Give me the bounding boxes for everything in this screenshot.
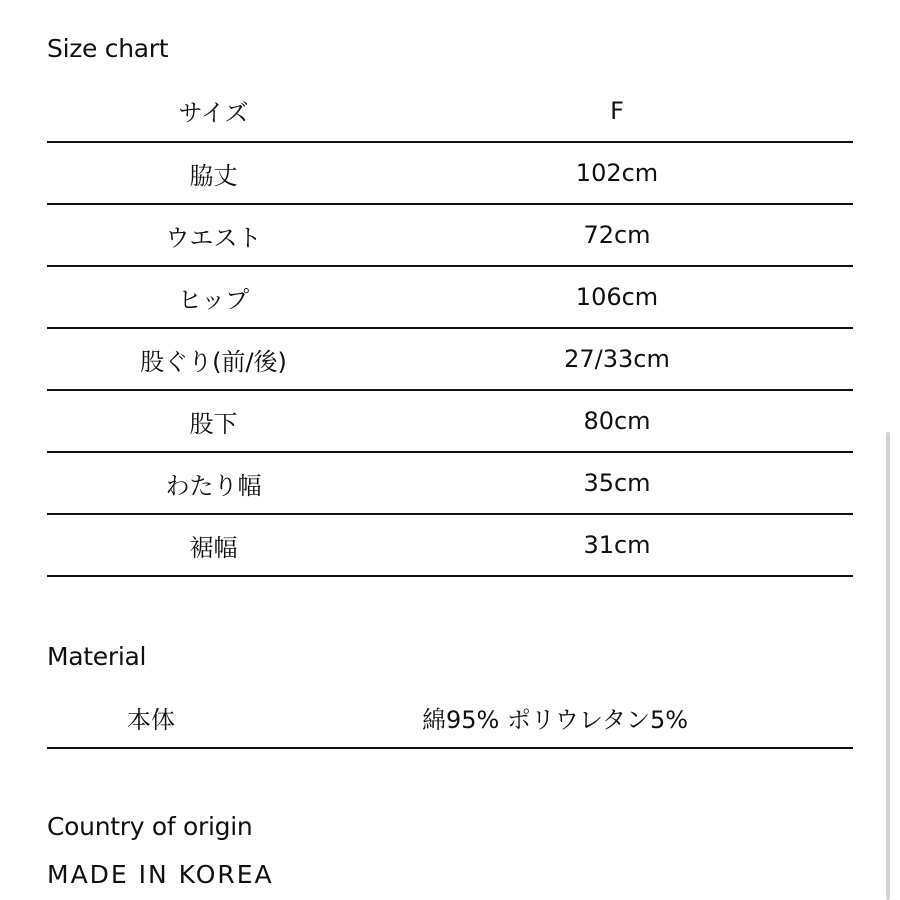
country-of-origin-value: MADE IN KOREA: [47, 860, 274, 889]
row-label: 裾幅: [189, 533, 238, 562]
table-row: [47, 515, 853, 577]
row-label: ウエスト: [165, 223, 262, 252]
material-label: 本体: [127, 706, 175, 734]
table-row: [47, 267, 853, 329]
table-row: [47, 453, 853, 515]
material-title: Material: [47, 642, 147, 671]
material-table: [47, 688, 853, 749]
row-value: 31cm: [583, 531, 651, 559]
scrollbar[interactable]: [886, 432, 890, 900]
table-row: [47, 143, 853, 205]
row-value: 80cm: [583, 407, 651, 435]
table-row: [47, 329, 853, 391]
table-row: [47, 205, 853, 267]
row-value: 102cm: [575, 159, 659, 187]
size-chart-title: Size chart: [47, 34, 169, 63]
size-chart-table: [47, 80, 853, 577]
row-label: 股下: [189, 409, 238, 438]
country-of-origin-title: Country of origin: [47, 812, 253, 841]
size-header-value: F: [610, 96, 624, 125]
size-chart-header-row: [47, 80, 853, 143]
row-label: わたり幅: [165, 471, 262, 500]
row-value: 35cm: [583, 469, 651, 497]
row-label: ヒップ: [177, 285, 250, 314]
material-value: 綿95% ポリウレタン5%: [421, 706, 689, 734]
row-label: 股ぐり(前/後): [140, 347, 287, 376]
row-value: 72cm: [583, 221, 651, 249]
row-value: 106cm: [575, 283, 659, 311]
row-value: 27/33cm: [564, 345, 670, 373]
size-header-label: サイズ: [178, 99, 249, 127]
table-row: [47, 391, 853, 453]
row-label: 脇丈: [189, 161, 238, 190]
table-row: [47, 688, 853, 749]
